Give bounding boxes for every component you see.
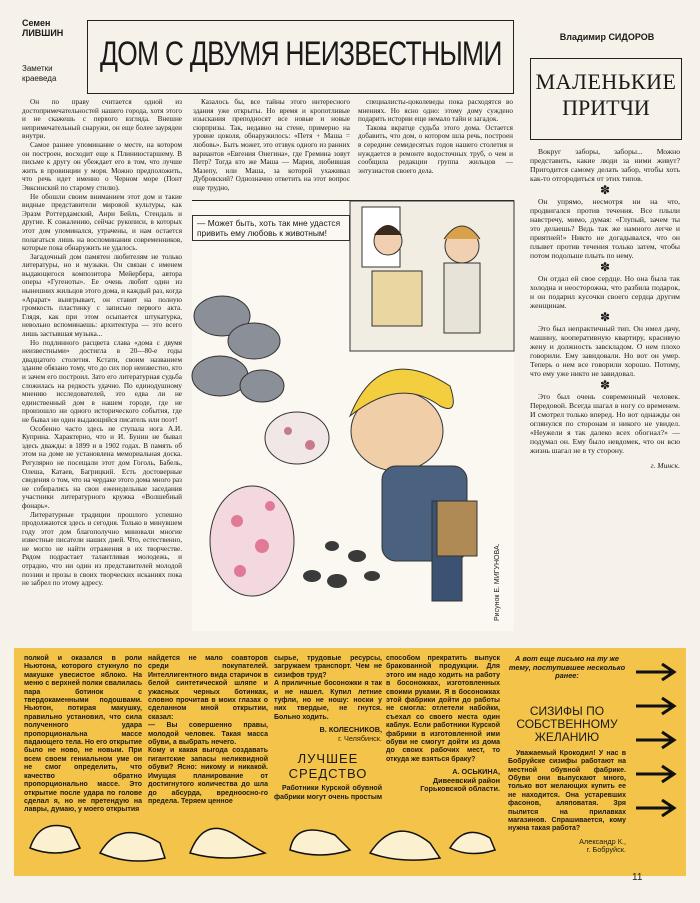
right-headline-line1: МАЛЕНЬКИЕ — [535, 69, 677, 94]
parable: Это был очень современный человек. Передовой. Всегда шагал в ногу со временем. И смотрел только вперед. Но вот однажды он оглянулся по сторонам и никого не увидел. «Неужели я так далеко всех обогнал?» — подумал он. Ему было невдомек, что он всю жизнь шагал не в ту сторону. — [530, 392, 680, 455]
paragraph: Такова вкратце судьба этого дома. Остается добавить, что дом, о котором шла речь, построен в середине семидесятых годов нашего столетия и нуждается в ремонте водосточных труб, о чем и сообщила редакции группа жильцов — энтузиастов своего дела. — [358, 123, 513, 175]
arrows-decoration — [632, 660, 682, 830]
signature-place: Дивеевский район — [432, 775, 500, 785]
headline-frame — [87, 20, 514, 94]
star-separator: ✽ — [599, 378, 611, 392]
letter-text: способом прекратить выпуск бракованной продукции. Для этого им надо ходить на работу в босоножках, изготовленных своими руками. Я в босоножках этой фабрики дойти до работы не смогла: отлетели набойки, съехал со своего места один каблук. Если работники Курской фабрики в изготовленной ими обуви не смогут дойти из дома до своих рабочих мест, то откуда же взяться браку? — [386, 655, 500, 763]
illustrator-credit: Рисунок Е. МИГУНОВА. — [494, 543, 501, 621]
signature-name: В. КОЛЕСНИКОВ, — [319, 725, 382, 735]
paragraph: Он по праву считается одной из достопримечательностей нашего города, хотя этого и не скажешь с первого взгляда. Внешне непримечательный снаружи, он еще более заурядеи внутри. — [22, 98, 182, 141]
signature-name: Александр К., — [579, 836, 626, 846]
paragraph: Самое раннее упоминание о месте, на котором он построен, восходит еще к Плиниюстаршему. В письме к другу он убеждает его в том, что лучше жить в провинции у моря. Можно предположить, что речь идет именно о Черном море (Понт Эвксинский по старому стилю). — [22, 140, 182, 192]
right-author: Владимир СИДОРОВ — [559, 32, 655, 42]
cartoon — [192, 200, 514, 631]
sisyphus-text: Уважаемый Крокодил! У нас в Бобруйске сизифы работают на местной обувной фабрике. Обуви они выпускают много, только вот желающих купить ее не находится. Она устаревших фасонов, аляповатая. Зря пылится на прилавках магазинов. Спрашивается, кому нужна такая работа? — [508, 749, 626, 833]
article-column-1 — [22, 98, 182, 638]
parable: Он отдал ей свое сердце. Но она была так холодна и неосторожна, что разбила подарок, и он подарил кусочки своего сердца другим женщинам. — [530, 274, 680, 310]
best-remedy-title-1: ЛУЧШЕЕ — [297, 751, 359, 767]
star-separator: ✽ — [599, 183, 611, 197]
rubric-label: Заметки краеведа — [22, 64, 57, 83]
paragraph: Особенно часто здесь не ступала нога А.И. Куприна. Характерно, что и И. Бунин не бывал здесь дважды: в 1899 и в 1902 годах. В память об этом на доме не установлена мемориальная доска. Регулярно не посещали этот дом Гоголь, Бабель, Олеша, Катаев, Багрицкий. Есть достоверные сведения о том, что на чердаке этого дома много раз не собирались на свои еженедельные заседания участники литературного кружка «Волшебный фонарь». — [22, 424, 182, 510]
article-column-2 — [193, 98, 350, 196]
paragraph: Казалось бы, все тайны этого интересного здания уже открыты. Но время и кропотливые изыскания преподносят все новые и новые сюрпризы. Так, недавно на стене, примерно на уровне цоколя, обнаружилось: «Петя + Маша = любовь». Быть может, это отзвук одного из ранних вариантов «Евгения Онегина», где Гремина зовут Петр? Тогда кто же Маша — Мария, любившая Мазепу, или Маша, за которой ухаживал Дубровский? Однозначно ответить на этот вопрос еще трудно, — [193, 98, 350, 192]
author-first-name: Семен — [22, 18, 51, 28]
letter-column-3 — [274, 655, 382, 802]
letter-intro: А вот еще письмо на ту же тему, поступившее несколько ранее: — [508, 654, 626, 681]
right-headline-frame — [530, 58, 682, 140]
parable: Вокруг заборы, заборы... Можно представить, какие люди за ними живут? Пригодится самому делать забор, чтобы хоть как-то отгородиться от этих типов. — [530, 147, 680, 183]
paragraph: Не обошли своим вниманием этот дом и такие видные представители мировой культуры, как Эразм Роттердамский, Анри Бейль, Стендаль и другие. К сожалению, сейчас рукописи, в которых этот дом упоминался, утрачены, и нам остается полагаться лишь на воспоминания современников, которые пока обнаружить не удалось. — [22, 192, 182, 253]
arrow-icon — [632, 660, 682, 830]
paragraph: Загадочный дом памятен любителям не только литературы, но и музыки. Он связан с именем выдающегося композитора Мейербера, автора оперы «Гугеноты». Ее очень любит один из нынешних жильцов этого дома, и каждый раз, когда «Арарат» выигрывает, он ставит на полную громкость пластинку с записью первого акта. Глядя, как при этом осыпается штукатурка, невольно вспоминаешь: архитектура — это всего лишь застывшая музыка... — [22, 252, 182, 339]
parables-column — [530, 147, 680, 627]
paragraph: Литературные традиции прошлого успешно продолжаются здесь и сегодня. Только в минувшем году этот дом благополучно миновали многие известные писатели наших дней. Что, естественно, не могло не найти отражения в их творчестве. Рядом подрастает талантливая молодежь, и отрадно, что ни один из представителей молодой поэзии и прозы в своих творческих исканиях пока не забрел по этому адресу. — [22, 510, 182, 588]
signature-place: Горьковской области. — [420, 784, 500, 794]
best-remedy-title-2: СРЕДСТВО — [288, 766, 368, 782]
parable: Он упрямо, несмотря ни на что, продвигался против течения. Все плыли навстречу, мимо, думая: «Глупый, зачем ты это делаешь? Ведь так же намного легче и приятней!» Никто не догадывался, что он плывет против течения только затем, чтобы потом подольше плыть по нему. — [530, 197, 680, 260]
paragraph: специалисты-цоколеведы пока расходятся во мнениях. Но ясно одно: этому дому суждено подарить истории еще немало тайн и загадок. — [358, 98, 513, 124]
cartoon-illustration — [192, 201, 514, 631]
article-column-3 — [358, 98, 513, 196]
right-headline-line2: ПРИТЧИ — [562, 95, 650, 120]
letter-column-2: найдется не мало соавторов среди покупателей. Интеллигентного вида старичок в белой синтетической шляпе и ужасных черных ботинках, словно прочитав в моих глазах о сделанном мной открытии, сказал: — Вы совершенно правы, молодой человек. Такая масса обуви, а выбрать нечего. Кому и какая выгода создавать гигантские запасы неликвидной обуви? Ясно: никому и никакой. Имущая планирование от достигнутого количества до шла до абсурда, вредноосно-го предела. Теряем ценное — [148, 655, 268, 805]
letter-column-4 — [386, 655, 500, 794]
parable: Это был непрактичный тип. Он имел дачу, машину, кооперативную квартиру, красивую жену и должность завскладом. О нем плохо говорили. Ему завидовали. Но вот он умер. Теперь о нем все говорили хорошо. Потому, что ему уже никто не завидовал. — [530, 324, 680, 378]
letter-column-1: полкой и оказался в роли Ньютона, которого стукнуло по макушке увесистое яблоко. На меню с верхней полки свалилась пара ботинок с твердокаменными подошвами. Ньютон, потирая макушку, правильно установил, что сила полученного удара пропорциональна массе падающего тела. Но его открытие было не ново, не новым. При всем своем гениальном уме он не смог определить, что качество обратно пропорционально массе. Это открытие после удара по голове сделал я, но не претендую на лавры, думаю, у моего открытия — [24, 655, 142, 814]
signature-city: г. Бобруйск. — [586, 845, 626, 855]
paragraph: Но подлинного расцвета слава «дома с двумя неизвестными» достигла в 20—80-е годы двадцатого столетия. Кстати, своим названием здание обязано тому, что до сих пор неизвестно, кто и зачем его построил. Зато его литературная судьба сложилась на редкость удачно. По единодушному мнению исследователей, это едва ли не единственный дом в нашем городе, где не произошло ни одного исторического события, где не бывал ни один выдающийся писатель или поэт! — [22, 338, 182, 424]
star-separator: ✽ — [599, 310, 611, 324]
parable-place: г. Минск. — [650, 461, 680, 470]
letter-text: сырье, трудовые ресурсы, загружаем транспорт. Чем не сизифов труд? А приличные босоножки я так и не нашел. Купил летние туфли, но не ношу: носки у них твердые, не гнутся. Больно ходить. — [274, 655, 382, 721]
author-last-name: ЛИВШИН — [22, 28, 64, 38]
signature-name: А. ОСЬКИНА, — [452, 767, 500, 777]
signature-city: г. Челябинск. — [338, 733, 382, 743]
shoes-illustration — [20, 808, 500, 870]
best-remedy-text: Работники Курской обувной фабрики могут очень простым — [274, 785, 383, 801]
shoes-icon — [20, 808, 500, 870]
letter-column-5 — [508, 655, 626, 855]
page-number: 11 — [632, 872, 643, 883]
sisyphus-title: СИЗИФЫ ПО СОБСТВЕННОМУ ЖЕЛАНИЮ — [516, 703, 618, 744]
cartoon-caption: — Может быть, хоть так мне удастся привить ему любовь к животным! — [192, 215, 350, 241]
article-headline: ДОМ С ДВУМЯ НЕИЗВЕСТНЫМИ — [100, 35, 502, 73]
star-separator: ✽ — [599, 260, 611, 274]
